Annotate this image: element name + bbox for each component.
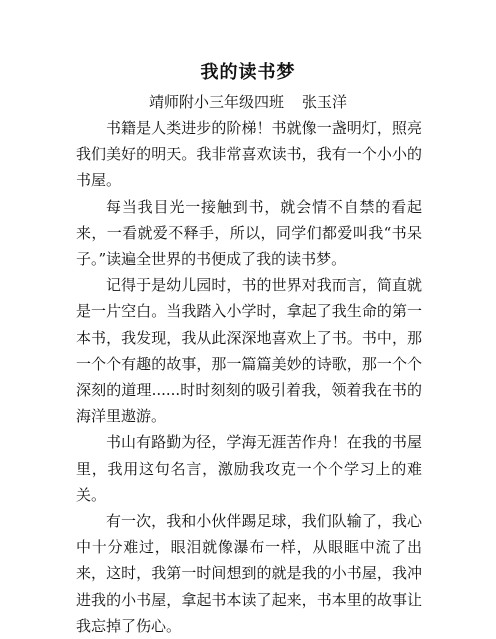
paragraph-1: 书籍是人类进步的阶梯！书就像一盏明灯，照亮我们美好的明天。我非常喜欢读书，我有一个小小的书屋。 [76,119,422,190]
byline-author: 张玉洋 [302,93,348,111]
paragraph-5: 有一次，我和小伙伴踢足球，我们队输了，我心中十分难过，眼泪就像瀑布一样，从眼眶中流了出来，这时，我第一时间想到的就是我的小书屋，我冲进我的小书屋，拿起书本读了起来，书本里的故事让我忘掉了伤心。 [76,512,422,635]
document-body [76,115,422,639]
document-byline [0,91,496,113]
byline-school: 靖师附小三年级四班 [148,93,284,111]
paragraph-3: 记得于是幼儿园时，书的世界对我而言，简直就是一片空白。当我踏入小学时，拿起了我生命的第一本书，我发现，我从此深深地喜欢上了书。书中，那一个个有趣的故事，那一篇篇美妙的诗歌，那一个个深刻的道理......时时刻刻的吸引着我，领着我在书的海洋里遨游。 [76,276,422,426]
paragraph-4: 书山有路勤为径，学海无涯苦作舟！在我的书屋里，我用这句名言，激励我攻克一个个学习上的难关。 [76,433,422,504]
document-title: 我的读书梦 [200,62,296,83]
paragraph-2: 每当我目光一接触到书，就会情不自禁的看起来，一看就爱不释手，所以，同学们都爱叫我“书呆子。”读遍全世界的书便成了我的读书梦。 [76,197,422,269]
